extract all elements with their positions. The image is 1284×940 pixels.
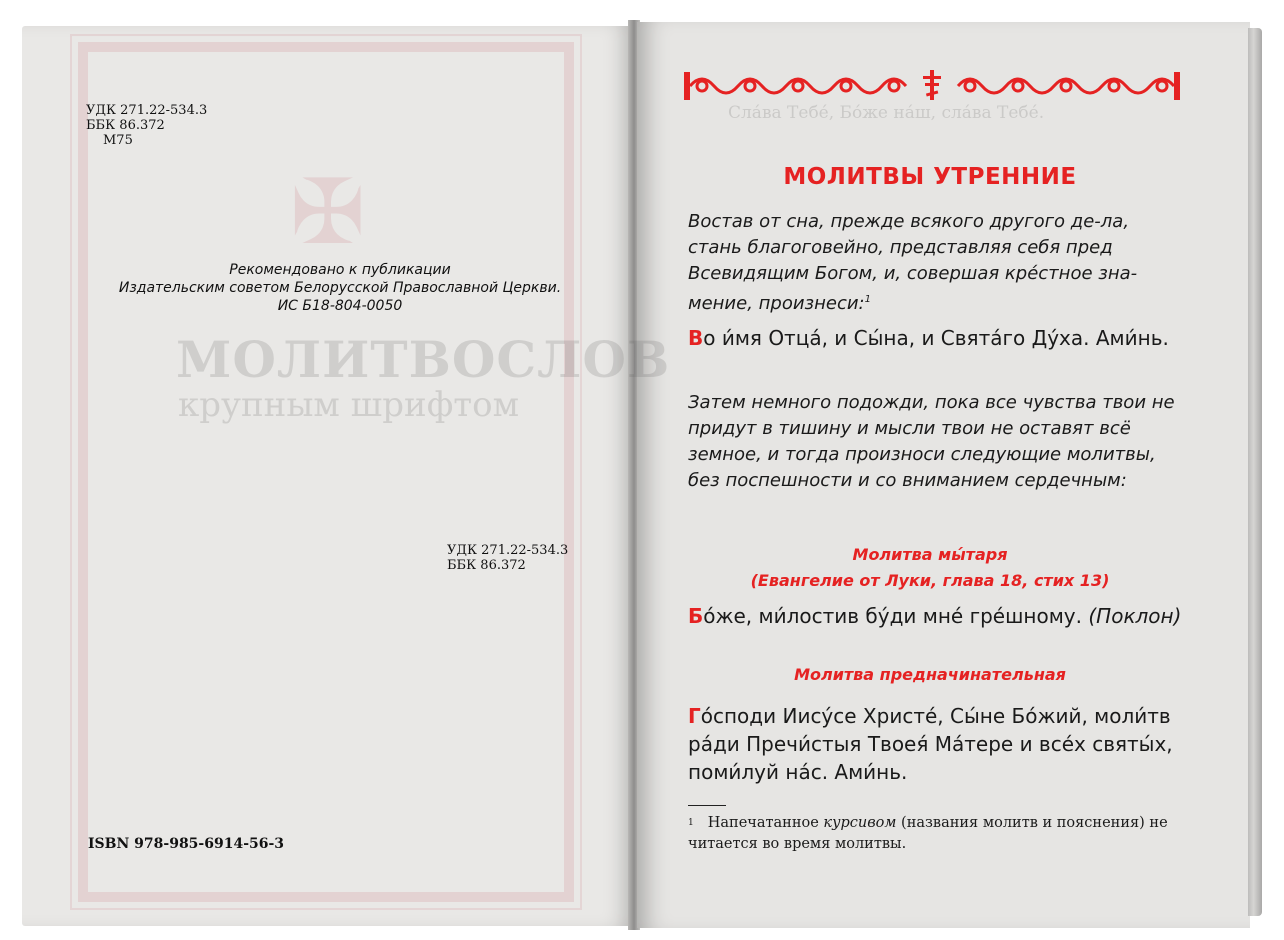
bbk-top: ББК 86.372 [86, 118, 165, 133]
intro-text: Востав от сна, прежде всякого другого де-ла, стань благоговейно, представляя себя пред Всевидящим Богом, и, совершая кре́стное зна-мение, произнеси: [688, 211, 1138, 314]
footnote-text-b: (названия молитв и пояснения) не читается во время молитвы. [688, 815, 1168, 852]
catalog-code: М75 [103, 133, 133, 148]
prayer-in-the-name [688, 324, 1188, 352]
footnote-divider [688, 805, 726, 806]
udk-top: УДК 271.22-534.3 [86, 103, 208, 118]
section-title: МОЛИТВЫ УТРЕННИЕ [783, 164, 1077, 190]
bleed-through-subtitle: крупным шрифтом [178, 385, 520, 425]
drop-cap: Г [688, 704, 701, 728]
bbk-bottom: ББК 86.372 [447, 558, 526, 573]
publican-prayer-title: Молитва мы́таря [852, 545, 1008, 564]
recommendation-line-3: ИС Б18-804-0050 [277, 298, 403, 314]
page-edge [1248, 28, 1262, 916]
footnote [688, 813, 1188, 855]
second-instruction: Затем немного подожди, пока все чувства твои не придут в тишину и мысли твои не оставят всё земное, и тогда произноси следующие молитвы, без поспешности и со вниманием сердечным: [688, 392, 1175, 491]
footnote-marker: 1 [864, 294, 871, 305]
footnote-italic-word: курсивом [823, 815, 897, 831]
recommendation-line-2: Издательским советом Белорусской Православной Церкви. [118, 280, 562, 296]
opening-prayer-title: Молитва предначинательная [794, 665, 1066, 684]
bleed-through-title: МОЛИТВОСЛОВ [176, 330, 671, 389]
bleed-through-right: Сла́ва Тебе́, Бо́же на́ш, сла́ва Тебе́. [728, 103, 1045, 123]
publican-prayer-source: (Евангелие от Луки, глава 18, стих 13) [750, 571, 1110, 590]
prayer-text: о́же, ми́лостив бу́ди мне́ гре́шному. [703, 604, 1082, 628]
footnote-text-a: Напечатанное [707, 815, 824, 831]
header-ornament [684, 70, 1180, 102]
bleed-through-cross: ✠ [290, 160, 366, 265]
drop-cap: В [688, 326, 704, 350]
prayer-note: (Поклон) [1088, 604, 1182, 628]
isbn: ISBN 978-985-6914-56-3 [88, 836, 285, 852]
intro-instruction [688, 209, 1188, 317]
jesus-prayer [688, 702, 1188, 786]
udk-bottom: УДК 271.22-534.3 [447, 543, 569, 558]
recommendation-block [100, 261, 580, 315]
drop-cap: Б [688, 604, 704, 628]
prayer-text: о и́мя Отца́, и Сы́на, и Свята́го Ду́ха. Ами́нь. [703, 326, 1169, 350]
recommendation-line-1: Рекомендовано к публикации [229, 262, 451, 278]
publican-prayer [688, 602, 1188, 630]
footnote-number: 1 [688, 818, 694, 828]
prayer-text: о́споди Иису́се Христе́, Сы́не Бо́жий, моли́тв ра́ди Пречи́стыя Твоея́ Ма́тере и все́х святы́х, поми́луй на́с. Ами́нь. [688, 704, 1173, 784]
